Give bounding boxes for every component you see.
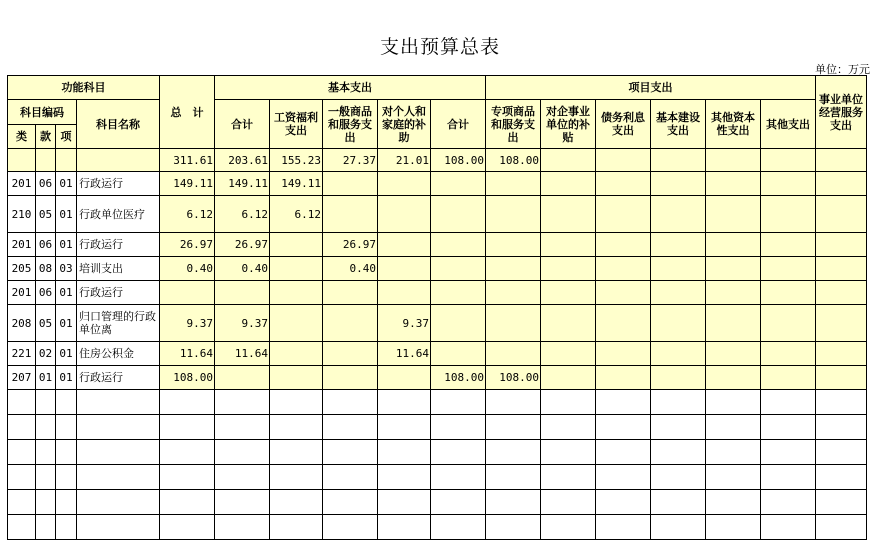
- table-cell: [160, 490, 215, 515]
- cell-geren: 21.01: [378, 149, 431, 172]
- empty-row: [8, 440, 867, 465]
- table-cell: [8, 465, 36, 490]
- table-cell: [56, 515, 77, 540]
- table-row: [8, 281, 867, 305]
- cell-geren: [378, 366, 431, 390]
- table-cell: [486, 415, 541, 440]
- header-xiang: 项: [56, 125, 77, 149]
- table-cell: [706, 233, 761, 257]
- header-yiban-shangpin: 一般商品和服务支出: [323, 100, 378, 149]
- table-cell: [596, 366, 651, 390]
- cell-kuan: [36, 149, 56, 172]
- table-cell: [706, 172, 761, 196]
- table-cell: [596, 515, 651, 540]
- header-zongji: 总 计: [160, 76, 215, 149]
- table-row: [8, 172, 867, 196]
- cell-zhuanxiang: [486, 281, 541, 305]
- table-cell: [816, 257, 867, 281]
- table-cell: [541, 366, 596, 390]
- table-cell: [270, 490, 323, 515]
- header-zhaiwu-lixi: 债务利息支出: [596, 100, 651, 149]
- cell-geren: [378, 172, 431, 196]
- table-cell: [596, 172, 651, 196]
- table-cell: [706, 415, 761, 440]
- cell-zongji: 0.40: [160, 257, 215, 281]
- cell-xiang: 01: [56, 305, 77, 342]
- cell-xm-heji: 108.00: [431, 366, 486, 390]
- table-cell: [56, 465, 77, 490]
- table-cell: [270, 390, 323, 415]
- table-row: [8, 342, 867, 366]
- cell-zhuanxiang: [486, 342, 541, 366]
- table-cell: [56, 490, 77, 515]
- cell-yiban: [323, 342, 378, 366]
- table-cell: [596, 196, 651, 233]
- cell-xiang: 01: [56, 233, 77, 257]
- table-cell: [651, 490, 706, 515]
- table-cell: [541, 415, 596, 440]
- table-cell: [651, 366, 706, 390]
- cell-yiban: [323, 366, 378, 390]
- header-xiangmu-heji: 合计: [431, 100, 486, 149]
- table-cell: [651, 415, 706, 440]
- cell-xiang: 03: [56, 257, 77, 281]
- table-cell: [486, 490, 541, 515]
- empty-row: [8, 515, 867, 540]
- table-cell: [77, 465, 160, 490]
- table-cell: [651, 281, 706, 305]
- table-cell: [651, 465, 706, 490]
- table-cell: [431, 415, 486, 440]
- table-cell: [706, 257, 761, 281]
- table-cell: [761, 172, 816, 196]
- table-cell: [77, 440, 160, 465]
- table-cell: [816, 465, 867, 490]
- table-cell: [761, 149, 816, 172]
- cell-zhuanxiang: 108.00: [486, 366, 541, 390]
- header-zhuanxiang-shangpin: 专项商品和服务支出: [486, 100, 541, 149]
- empty-row: [8, 415, 867, 440]
- cell-kuan: 06: [36, 172, 56, 196]
- table-cell: [36, 515, 56, 540]
- header-gongzi-fuli: 工资福利支出: [270, 100, 323, 149]
- cell-heji: 203.61: [215, 149, 270, 172]
- cell-xiang: 01: [56, 196, 77, 233]
- cell-xiang: [56, 149, 77, 172]
- cell-gongzi: [270, 366, 323, 390]
- cell-heji: 6.12: [215, 196, 270, 233]
- table-cell: [816, 390, 867, 415]
- table-cell: [378, 490, 431, 515]
- cell-geren: [378, 196, 431, 233]
- cell-heji: 149.11: [215, 172, 270, 196]
- cell-gongzi: 149.11: [270, 172, 323, 196]
- table-cell: [816, 515, 867, 540]
- table-cell: [270, 465, 323, 490]
- table-cell: [56, 440, 77, 465]
- table-cell: [761, 515, 816, 540]
- table-row: [8, 196, 867, 233]
- table-row: [8, 366, 867, 390]
- table-cell: [323, 515, 378, 540]
- cell-xiang: 01: [56, 172, 77, 196]
- table-cell: [270, 440, 323, 465]
- cell-yiban: [323, 196, 378, 233]
- table-cell: [215, 415, 270, 440]
- table-cell: [486, 390, 541, 415]
- table-cell: [541, 305, 596, 342]
- empty-row: [8, 465, 867, 490]
- cell-name: 行政运行: [77, 366, 160, 390]
- table-cell: [541, 149, 596, 172]
- table-cell: [596, 490, 651, 515]
- cell-gongzi: [270, 257, 323, 281]
- header-kuan: 款: [36, 125, 56, 149]
- cell-kuan: 05: [36, 305, 56, 342]
- cell-name: 行政运行: [77, 233, 160, 257]
- cell-lei: 221: [8, 342, 36, 366]
- table-cell: [160, 390, 215, 415]
- table-cell: [215, 440, 270, 465]
- table-cell: [596, 305, 651, 342]
- table-cell: [761, 196, 816, 233]
- table-cell: [816, 196, 867, 233]
- table-cell: [36, 490, 56, 515]
- table-cell: [761, 440, 816, 465]
- cell-xm-heji: [431, 305, 486, 342]
- table-cell: [651, 257, 706, 281]
- cell-kuan: 02: [36, 342, 56, 366]
- cell-zongji: 6.12: [160, 196, 215, 233]
- table-cell: [651, 390, 706, 415]
- cell-name: [77, 149, 160, 172]
- table-cell: [160, 415, 215, 440]
- cell-kuan: 06: [36, 233, 56, 257]
- table-cell: [8, 415, 36, 440]
- table-cell: [596, 342, 651, 366]
- cell-lei: 208: [8, 305, 36, 342]
- table-cell: [8, 440, 36, 465]
- table-cell: [431, 390, 486, 415]
- cell-heji: 26.97: [215, 233, 270, 257]
- table-cell: [431, 440, 486, 465]
- table-cell: [160, 440, 215, 465]
- header-shiye-jingying: 事业单位经营服务支出: [816, 76, 867, 149]
- header-kemu-bianma: 科目编码: [8, 100, 77, 125]
- table-cell: [761, 281, 816, 305]
- header-jiben-zhichu: 基本支出: [215, 76, 486, 100]
- table-cell: [816, 490, 867, 515]
- table-cell: [651, 233, 706, 257]
- cell-yiban: 27.37: [323, 149, 378, 172]
- cell-gongzi: [270, 342, 323, 366]
- cell-zhuanxiang: [486, 172, 541, 196]
- table-cell: [761, 342, 816, 366]
- header-kemu-mingcheng: 科目名称: [77, 100, 160, 149]
- header-qita-ziben: 其他资本性支出: [706, 100, 761, 149]
- table-cell: [706, 281, 761, 305]
- table-cell: [8, 490, 36, 515]
- table-cell: [431, 515, 486, 540]
- table-cell: [160, 515, 215, 540]
- table-cell: [77, 490, 160, 515]
- cell-heji: [215, 366, 270, 390]
- header-jiben-heji: 合计: [215, 100, 270, 149]
- cell-kuan: 05: [36, 196, 56, 233]
- table-row: [8, 149, 867, 172]
- cell-zongji: 108.00: [160, 366, 215, 390]
- table-cell: [706, 196, 761, 233]
- cell-gongzi: [270, 305, 323, 342]
- cell-heji: 11.64: [215, 342, 270, 366]
- table-cell: [816, 342, 867, 366]
- cell-yiban: [323, 281, 378, 305]
- table-cell: [651, 342, 706, 366]
- cell-gongzi: [270, 281, 323, 305]
- table-cell: [541, 490, 596, 515]
- cell-zhuanxiang: [486, 305, 541, 342]
- cell-lei: 201: [8, 233, 36, 257]
- cell-zongji: [160, 281, 215, 305]
- table-cell: [541, 390, 596, 415]
- table-cell: [8, 390, 36, 415]
- table-cell: [541, 196, 596, 233]
- table-cell: [215, 465, 270, 490]
- cell-zongji: 311.61: [160, 149, 215, 172]
- table-cell: [706, 440, 761, 465]
- cell-name: 行政运行: [77, 172, 160, 196]
- cell-gongzi: [270, 233, 323, 257]
- table-cell: [378, 515, 431, 540]
- table-cell: [486, 465, 541, 490]
- table-cell: [651, 149, 706, 172]
- table-cell: [596, 415, 651, 440]
- cell-name: 住房公积金: [77, 342, 160, 366]
- table-cell: [378, 465, 431, 490]
- cell-lei: [8, 149, 36, 172]
- header-qita-zhichu: 其他支出: [761, 100, 816, 149]
- table-cell: [816, 149, 867, 172]
- table-cell: [761, 415, 816, 440]
- table-cell: [378, 390, 431, 415]
- cell-xm-heji: [431, 196, 486, 233]
- table-cell: [77, 415, 160, 440]
- table-cell: [596, 281, 651, 305]
- cell-name: 培训支出: [77, 257, 160, 281]
- cell-kuan: 06: [36, 281, 56, 305]
- cell-lei: 201: [8, 281, 36, 305]
- table-cell: [816, 281, 867, 305]
- table-cell: [36, 415, 56, 440]
- cell-zongji: 149.11: [160, 172, 215, 196]
- cell-zongji: 9.37: [160, 305, 215, 342]
- cell-geren: 11.64: [378, 342, 431, 366]
- cell-xiang: 01: [56, 342, 77, 366]
- table-cell: [706, 342, 761, 366]
- table-cell: [36, 465, 56, 490]
- table-cell: [816, 440, 867, 465]
- table-cell: [541, 515, 596, 540]
- table-cell: [761, 257, 816, 281]
- table-row: [8, 233, 867, 257]
- table-cell: [596, 149, 651, 172]
- cell-geren: 9.37: [378, 305, 431, 342]
- table-row: [8, 305, 867, 342]
- table-cell: [816, 366, 867, 390]
- table-cell: [761, 233, 816, 257]
- table-cell: [596, 257, 651, 281]
- table-cell: [323, 415, 378, 440]
- table-cell: [215, 490, 270, 515]
- table-cell: [761, 305, 816, 342]
- table-cell: [816, 305, 867, 342]
- table-cell: [8, 515, 36, 540]
- table-cell: [215, 390, 270, 415]
- header-gongneng-kemu: 功能科目: [8, 76, 160, 100]
- cell-geren: [378, 233, 431, 257]
- table-cell: [706, 465, 761, 490]
- table-cell: [761, 465, 816, 490]
- cell-heji: 9.37: [215, 305, 270, 342]
- table-cell: [651, 440, 706, 465]
- table-cell: [215, 515, 270, 540]
- header-xiangmu-zhichu: 项目支出: [486, 76, 816, 100]
- table-cell: [160, 465, 215, 490]
- cell-yiban: 26.97: [323, 233, 378, 257]
- cell-gongzi: 155.23: [270, 149, 323, 172]
- table-cell: [541, 233, 596, 257]
- cell-kuan: 01: [36, 366, 56, 390]
- cell-xm-heji: 108.00: [431, 149, 486, 172]
- table-cell: [706, 515, 761, 540]
- cell-yiban: 0.40: [323, 257, 378, 281]
- cell-lei: 207: [8, 366, 36, 390]
- page-title: 支出预算总表: [379, 36, 500, 58]
- table-cell: [541, 172, 596, 196]
- table-cell: [378, 415, 431, 440]
- table-row: [8, 257, 867, 281]
- cell-name: 归口管理的行政单位离: [77, 305, 160, 342]
- table-cell: [706, 390, 761, 415]
- table-cell: [816, 415, 867, 440]
- table-cell: [77, 390, 160, 415]
- cell-yiban: [323, 172, 378, 196]
- table-cell: [596, 233, 651, 257]
- cell-geren: [378, 281, 431, 305]
- cell-xm-heji: [431, 233, 486, 257]
- table-cell: [596, 390, 651, 415]
- cell-zhuanxiang: [486, 196, 541, 233]
- header-qiye-shiye: 对企事业单位的补贴: [541, 100, 596, 149]
- table-cell: [706, 305, 761, 342]
- cell-zhuanxiang: 108.00: [486, 149, 541, 172]
- table-cell: [323, 490, 378, 515]
- table-cell: [651, 172, 706, 196]
- table-cell: [36, 440, 56, 465]
- header-lei: 类: [8, 125, 36, 149]
- table-cell: [816, 233, 867, 257]
- empty-row: [8, 490, 867, 515]
- cell-name: 行政运行: [77, 281, 160, 305]
- table-cell: [431, 465, 486, 490]
- cell-yiban: [323, 305, 378, 342]
- table-cell: [816, 172, 867, 196]
- table-cell: [56, 415, 77, 440]
- cell-name: 行政单位医疗: [77, 196, 160, 233]
- cell-geren: [378, 257, 431, 281]
- table-cell: [270, 415, 323, 440]
- table-cell: [541, 440, 596, 465]
- table-cell: [541, 465, 596, 490]
- table-cell: [651, 196, 706, 233]
- table-cell: [270, 515, 323, 540]
- header-jiben-jianshe: 基本建设支出: [651, 100, 706, 149]
- cell-kuan: 08: [36, 257, 56, 281]
- unit-label: 单位：万元: [815, 63, 870, 76]
- table-body: [8, 149, 867, 540]
- cell-heji: 0.40: [215, 257, 270, 281]
- table-cell: [761, 390, 816, 415]
- budget-table: [7, 75, 867, 540]
- cell-zhuanxiang: [486, 233, 541, 257]
- table-cell: [486, 515, 541, 540]
- table-cell: [706, 490, 761, 515]
- cell-xm-heji: [431, 281, 486, 305]
- table-cell: [541, 257, 596, 281]
- table-cell: [541, 342, 596, 366]
- cell-zongji: 11.64: [160, 342, 215, 366]
- table-cell: [56, 390, 77, 415]
- cell-lei: 210: [8, 196, 36, 233]
- table-cell: [323, 390, 378, 415]
- cell-lei: 201: [8, 172, 36, 196]
- cell-zongji: 26.97: [160, 233, 215, 257]
- empty-row: [8, 390, 867, 415]
- table-cell: [706, 149, 761, 172]
- cell-gongzi: 6.12: [270, 196, 323, 233]
- cell-xiang: 01: [56, 366, 77, 390]
- cell-xm-heji: [431, 257, 486, 281]
- cell-zhuanxiang: [486, 257, 541, 281]
- cell-heji: [215, 281, 270, 305]
- table-cell: [596, 440, 651, 465]
- table-cell: [706, 366, 761, 390]
- table-cell: [761, 366, 816, 390]
- table-cell: [651, 305, 706, 342]
- table-cell: [541, 281, 596, 305]
- cell-xm-heji: [431, 172, 486, 196]
- cell-xiang: 01: [56, 281, 77, 305]
- cell-xm-heji: [431, 342, 486, 366]
- cell-lei: 205: [8, 257, 36, 281]
- table-cell: [761, 490, 816, 515]
- table-cell: [651, 515, 706, 540]
- table-cell: [378, 440, 431, 465]
- header-geren-jiating: 对个人和家庭的补助: [378, 100, 431, 149]
- table-cell: [431, 490, 486, 515]
- table-cell: [77, 515, 160, 540]
- table-cell: [323, 465, 378, 490]
- table-cell: [486, 440, 541, 465]
- table-cell: [323, 440, 378, 465]
- table-cell: [596, 465, 651, 490]
- table-cell: [36, 390, 56, 415]
